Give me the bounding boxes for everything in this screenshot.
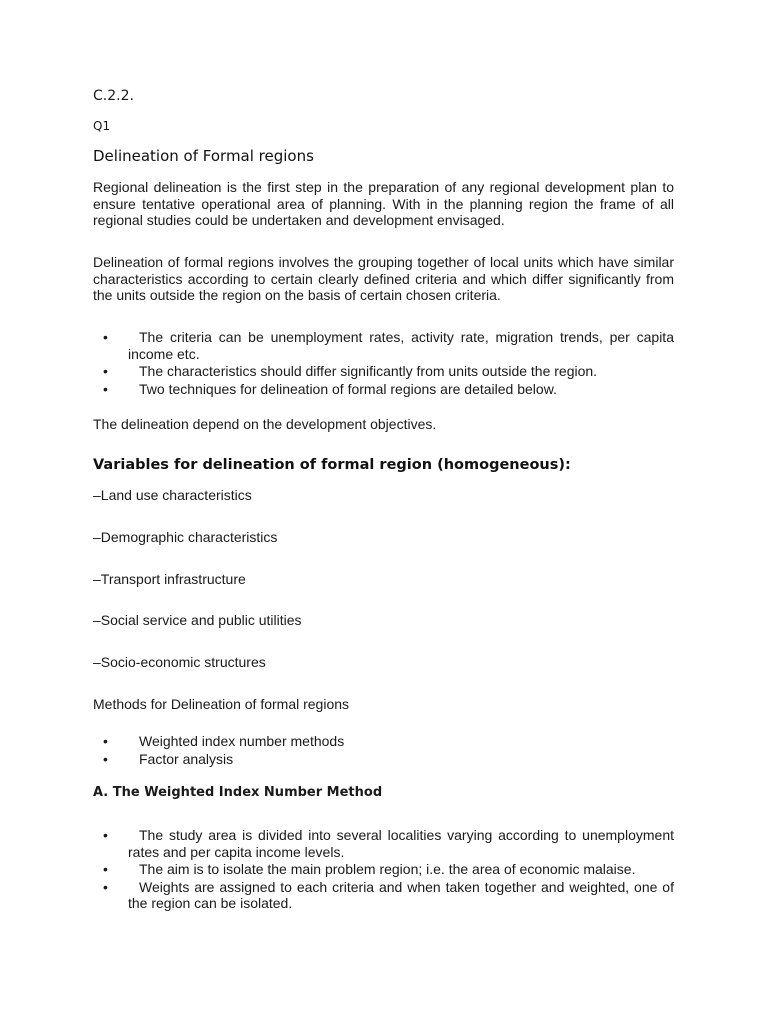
variables-heading: Variables for delineation of formal region (homogeneous): [93,457,571,473]
bullet-icon: • [103,878,108,895]
variable-item: –Social service and public utilities [93,612,302,628]
question-number: Q1 [93,119,111,133]
section-a-list [93,827,674,913]
list-item-text: Factor analysis [139,750,234,767]
variable-item: –Demographic characteristics [93,529,278,545]
list-item-text: The study area is divided into several localities varying according to unemployment rates and per capita income levels. [128,827,674,860]
list-item-text: Two techniques for delineation of formal regions are detailed below. [139,380,557,397]
variable-item: –Socio-economic structures [93,654,266,670]
bullet-icon: • [103,329,108,345]
list-item [93,861,674,878]
bullet-icon: • [103,750,108,767]
bullet-icon: • [103,733,108,749]
bullet-icon: • [103,861,108,877]
list-item [93,827,674,860]
list-item [93,363,674,380]
bullet-icon: • [103,380,108,397]
list-item [93,381,674,398]
list-item [93,879,674,912]
criteria-list [93,329,674,398]
paragraph-objectives: The delineation depend on the development objectives. [93,416,437,432]
list-item-text: Weighted index number methods [139,733,345,749]
variable-item: –Land use characteristics [93,487,252,503]
list-item [93,329,674,362]
methods-heading: Methods for Delineation of formal regions [93,696,350,712]
bullet-icon: • [103,363,108,379]
paragraph-intro: Regional delineation is the first step in the preparation of any regional development plan to ensure tentative operational area of planning. With in the planning region the frame of all regional studies could be undertaken and development envisaged. [93,179,674,228]
variable-item: –Transport infrastructure [93,571,246,587]
paragraph-definition: Delineation of formal regions involves the grouping together of local units which have similar characteristics according to certain clearly defined criteria and which differ significantly from the units outside the region on the basis of certain chosen criteria. [93,254,674,303]
list-item-text: The characteristics should differ significantly from units outside the region. [139,363,598,379]
list-item [93,751,674,768]
section-code: C.2.2. [93,88,134,104]
section-a-heading: A. The Weighted Index Number Method [93,785,383,800]
list-item-text: The criteria can be unemployment rates, activity rate, migration trends, per capita income etc. [128,329,674,362]
bullet-icon: • [103,827,108,843]
list-item-text: The aim is to isolate the main problem region; i.e. the area of economic malaise. [139,861,636,877]
list-item [93,733,674,750]
page-heading: Delineation of Formal regions [93,147,314,165]
list-item-text: Weights are assigned to each criteria and when taken together and weighted, one of the region can be isolated. [128,878,674,911]
methods-list [93,733,674,768]
